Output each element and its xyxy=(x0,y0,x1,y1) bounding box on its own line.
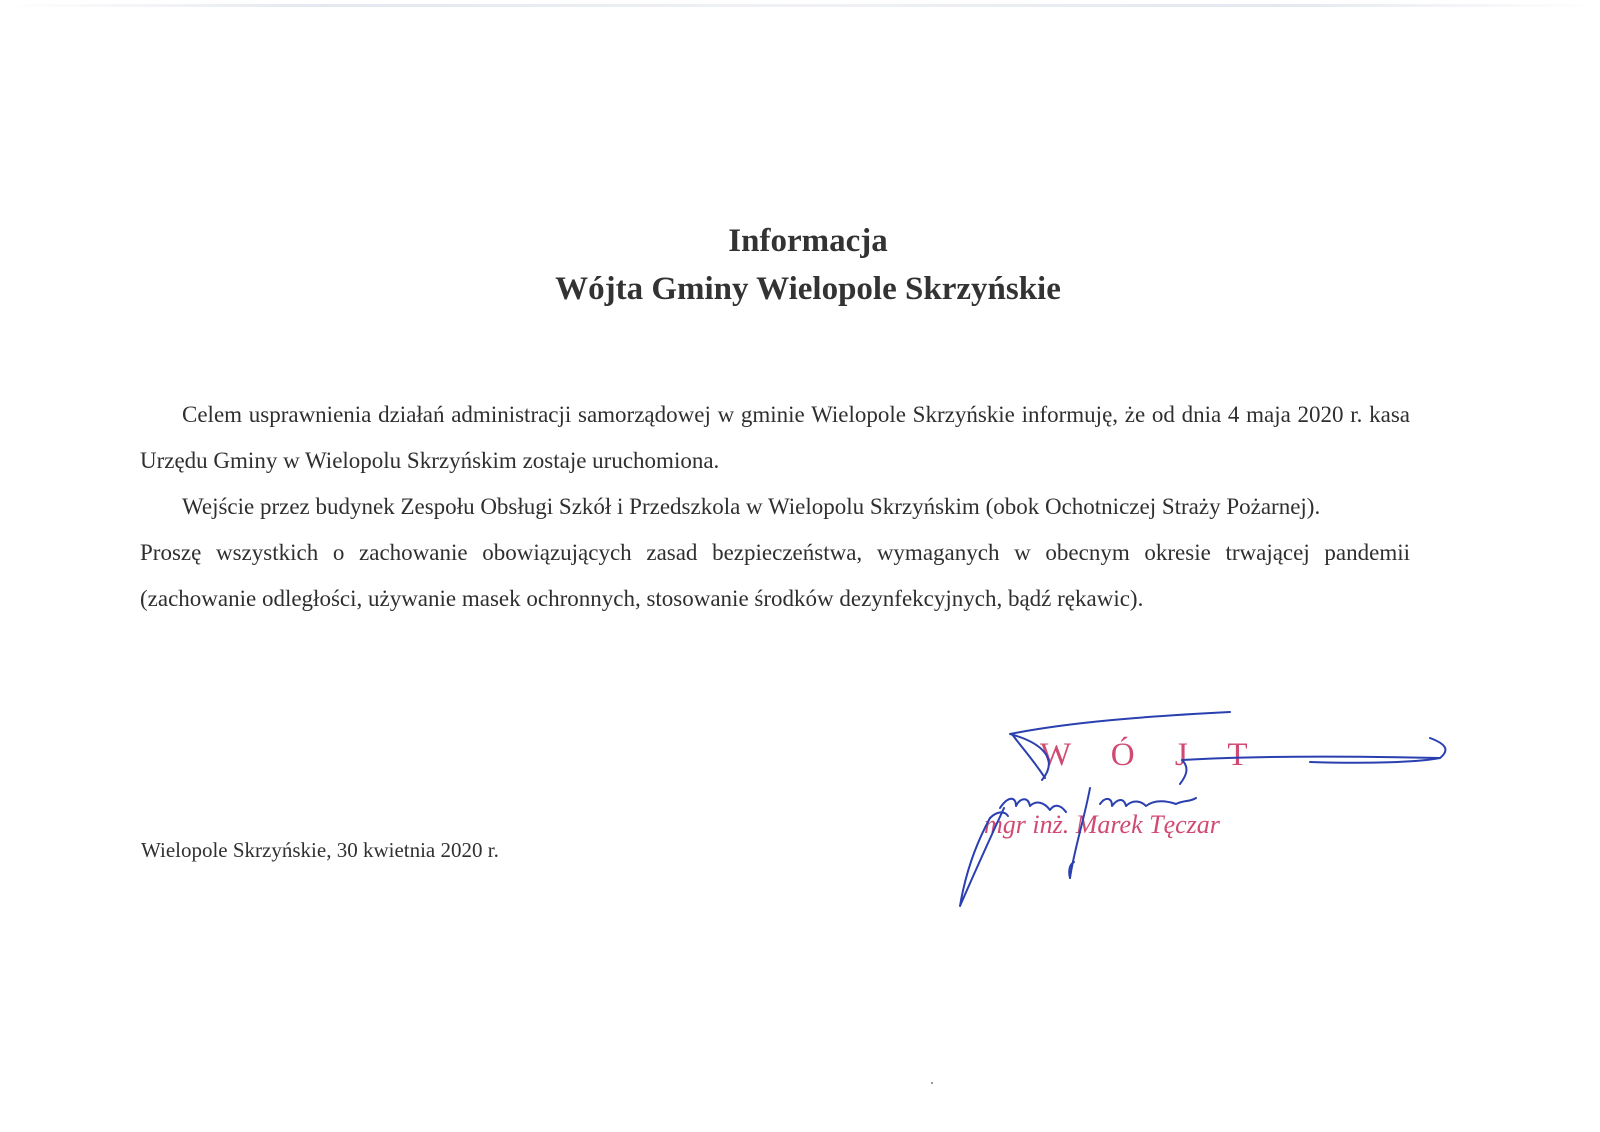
paragraph-3: Proszę wszystkich o zachowanie obowiązujących zasad bezpieczeństwa, wymaganych w obecnym okresie trwającej pandemii (zachowanie odległości, używanie masek ochronnych, stosowanie środków dezynfekcyjnych, bądź rękawic). xyxy=(140,540,1410,611)
scan-speck xyxy=(931,1082,933,1084)
stamp-office-title: W Ó J T xyxy=(1040,737,1264,773)
document-title-line-1: Informacja xyxy=(728,223,888,259)
paragraph-2: Wejście przez budynek Zespołu Obsługi Szkół i Przedszkola w Wielopolu Skrzyńskim (obok Ochotniczej Straży Pożarnej). xyxy=(182,494,1321,519)
place-and-date: Wielopole Skrzyńskie, 30 kwietnia 2020 r. xyxy=(141,838,499,862)
paragraph-1: Celem usprawnienia działań administracji samorządowej w gminie Wielopole Skrzyńskie informuję, że od dnia 4 maja 2020 r. kasa Urzędu Gminy w Wielopolu Skrzyńskim zostaje uruchomiona. xyxy=(140,402,1410,473)
handwritten-signature xyxy=(950,700,1510,930)
document-title-line-2: Wójta Gminy Wielopole Skrzyńskie xyxy=(555,271,1061,307)
stamp-official-name: mgr inż. Marek Tęczar xyxy=(984,810,1220,839)
scan-edge xyxy=(0,4,1600,7)
document-body xyxy=(140,392,1410,622)
